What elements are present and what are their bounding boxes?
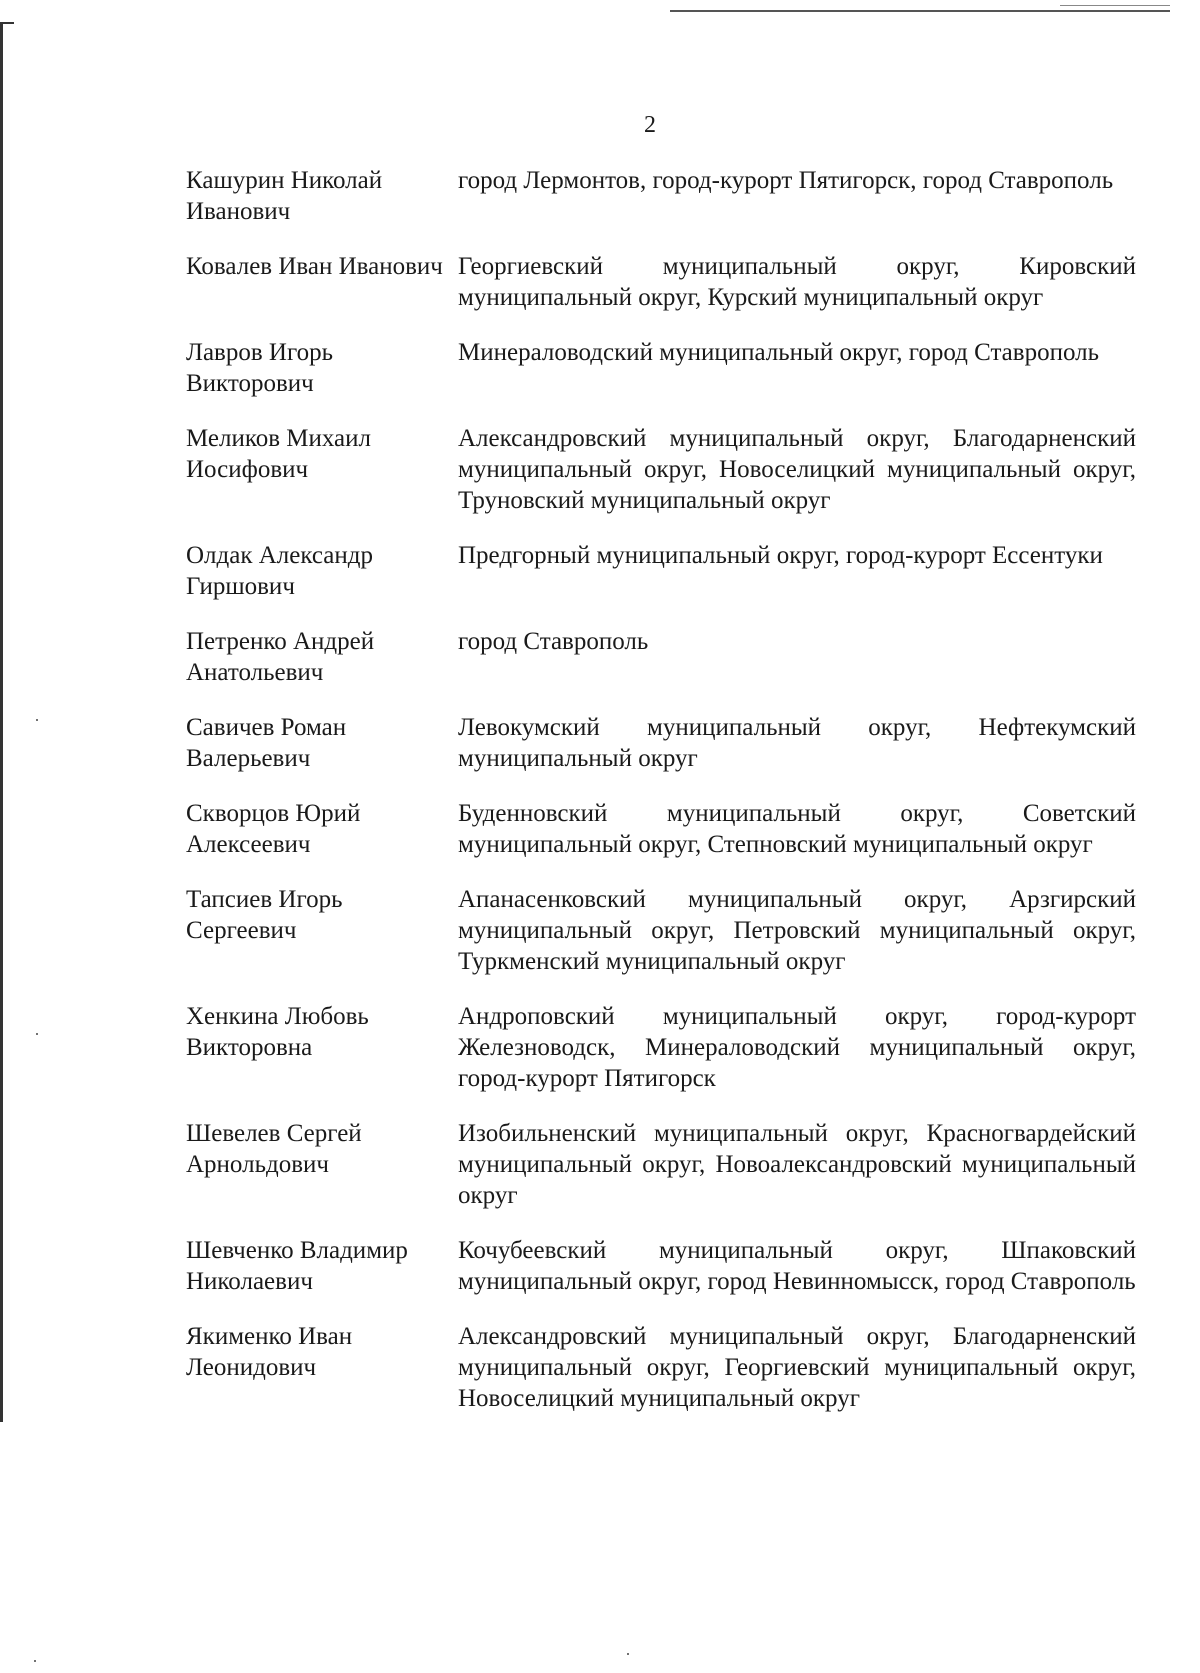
list-item bbox=[186, 337, 1136, 399]
list-item bbox=[186, 1321, 1136, 1414]
assigned-regions: Буденновский муниципальный округ, Советский муниципальный округ, Степновский муниципальный округ bbox=[458, 800, 1136, 858]
person-name: Лавров Игорь Викторович bbox=[186, 339, 333, 397]
assigned-regions: Левокумский муниципальный округ, Нефтекумский муниципальный округ bbox=[458, 714, 1136, 772]
scan-edge-mark bbox=[0, 22, 3, 1422]
assigned-regions: Апанасенковский муниципальный округ, Арзгирский муниципальный округ, Петровский муниципальный округ, Туркменский муниципальный округ bbox=[458, 886, 1136, 975]
scan-edge-mark bbox=[0, 22, 14, 24]
assigned-regions: город Лермонтов, город-курорт Пятигорск, город Ставрополь bbox=[458, 167, 1114, 194]
person-name: Скворцов Юрий Алексеевич bbox=[186, 800, 361, 858]
list-item bbox=[186, 712, 1136, 774]
person-name: Кашурин Николай Иванович bbox=[186, 167, 383, 225]
assigned-regions: Кочубеевский муниципальный округ, Шпаковский муниципальный округ, город Невинномысск, город Ставрополь bbox=[458, 1237, 1136, 1295]
list-item bbox=[186, 1235, 1136, 1297]
list-item bbox=[186, 1001, 1136, 1094]
page-number: 2 bbox=[644, 112, 656, 138]
assigned-regions: Минераловодский муниципальный округ, город Ставрополь bbox=[458, 339, 1100, 366]
scan-speck bbox=[627, 1653, 629, 1655]
list-item bbox=[186, 884, 1136, 977]
assigned-regions: Александровский муниципальный округ, Благодарненский муниципальный округ, Новоселицкий муниципальный округ, Труновский муниципальный округ bbox=[458, 425, 1136, 514]
scan-border-line bbox=[670, 10, 1170, 12]
assigned-regions: Предгорный муниципальный округ, город-курорт Ессентуки bbox=[458, 542, 1103, 569]
person-name: Якименко Иван Леонидович bbox=[186, 1323, 353, 1381]
list-item bbox=[186, 798, 1136, 860]
list-item bbox=[186, 540, 1136, 602]
person-name: Петренко Андрей Анатольевич bbox=[186, 628, 375, 686]
list-item bbox=[186, 423, 1136, 516]
person-name: Хенкина Любовь Викторовна bbox=[186, 1003, 369, 1061]
scan-speck bbox=[36, 719, 38, 721]
scan-speck bbox=[34, 1660, 36, 1662]
person-name: Олдак Александр Гиршович bbox=[186, 542, 373, 600]
assigned-regions: Андроповский муниципальный округ, город-курорт Железноводск, Минераловодский муниципальный округ, город-курорт Пятигорск bbox=[458, 1003, 1136, 1092]
assigned-regions: Изобильненский муниципальный округ, Красногвардейский муниципальный округ, Новоалександровский муниципальный округ bbox=[458, 1120, 1136, 1209]
assigned-regions: Георгиевский муниципальный округ, Кировский муниципальный округ, Курский муниципальный округ bbox=[458, 253, 1136, 311]
person-name: Тапсиев Игорь Сергеевич bbox=[186, 886, 343, 944]
list-item bbox=[186, 251, 1136, 313]
list-item bbox=[186, 626, 1136, 688]
person-name: Меликов Михаил Иосифович bbox=[186, 425, 372, 483]
person-name: Шевелев Сергей Арнольдович bbox=[186, 1120, 362, 1178]
scan-speck bbox=[36, 1033, 38, 1035]
person-name: Ковалев Иван Иванович bbox=[186, 253, 443, 280]
list-item bbox=[186, 165, 1136, 227]
assignment-list bbox=[186, 165, 1136, 1414]
person-name: Шевченко Владимир Николаевич bbox=[186, 1237, 408, 1295]
assigned-regions: Александровский муниципальный округ, Благодарненский муниципальный округ, Георгиевский муниципальный округ, Новоселицкий муниципальный округ bbox=[458, 1323, 1136, 1412]
assigned-regions: город Ставрополь bbox=[458, 628, 649, 655]
list-item bbox=[186, 1118, 1136, 1211]
scan-border-line bbox=[1060, 5, 1170, 6]
person-name: Савичев Роман Валерьевич bbox=[186, 714, 347, 772]
